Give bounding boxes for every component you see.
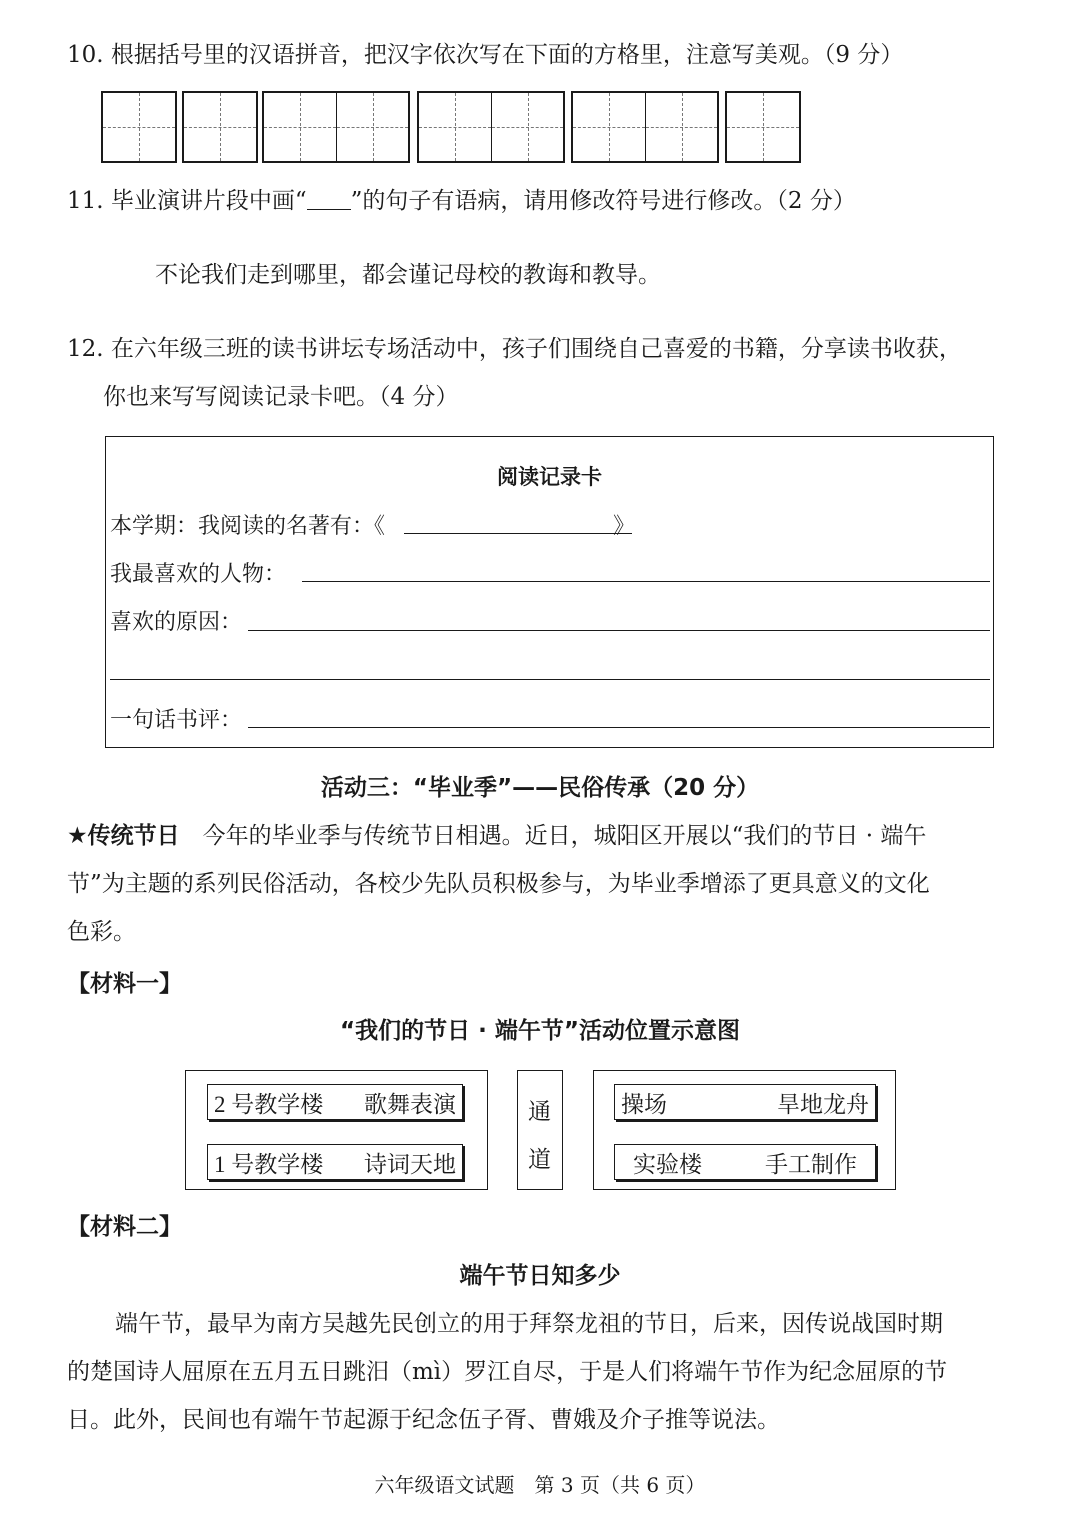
grid-cell[interactable] xyxy=(645,93,717,161)
grid-cell[interactable] xyxy=(727,93,799,161)
question-12-line1: 12. 在六年级三班的读书讲坛专场活动中，孩子们围绕自己喜爱的书籍，分享读书收获， xyxy=(67,336,962,362)
grid-cell[interactable] xyxy=(103,93,175,161)
underline-mark xyxy=(307,189,351,210)
diagram-right-block xyxy=(593,1070,896,1190)
grid-group-3[interactable] xyxy=(262,91,410,163)
card-title: 阅读记录卡 xyxy=(497,465,602,489)
building-2-label xyxy=(207,1084,463,1120)
activity-name: 诗词天地 xyxy=(364,1151,456,1177)
grid-cell[interactable] xyxy=(336,93,408,161)
question-11-suffix: ”的句子有语病，请用修改符号进行修改。（2 分） xyxy=(350,188,856,214)
tradition-line3: 色彩。 xyxy=(67,919,136,945)
material-1-label: 【材料一】 xyxy=(67,971,182,997)
card-row-books xyxy=(110,509,635,540)
diagram-left-block xyxy=(185,1070,488,1190)
building-name: 操场 xyxy=(621,1091,667,1117)
playground-label xyxy=(614,1084,876,1120)
grid-cell[interactable] xyxy=(184,93,256,161)
card-row-reason: 喜欢的原因： xyxy=(110,610,243,635)
passage-char-1: 通 xyxy=(528,1099,551,1124)
material-2-label: 【材料二】 xyxy=(67,1214,182,1240)
review-input-line[interactable] xyxy=(248,727,990,728)
diagram-title: “我们的节日 · 端午节”活动位置示意图 xyxy=(340,1018,740,1044)
books-input-line[interactable] xyxy=(404,533,632,534)
books-label: 本学期：我阅读的名著有：《 xyxy=(110,514,386,539)
question-12-line2: 你也来写写阅读记录卡吧。（4 分） xyxy=(103,384,459,410)
tradition-paragraph xyxy=(67,812,1017,956)
passage-char-2: 道 xyxy=(528,1147,551,1172)
material-2-paragraph xyxy=(67,1300,1017,1444)
character-input-line[interactable] xyxy=(302,581,990,582)
tradition-line2: 节”为主题的系列民俗活动，各校少先队员积极参与，为毕业季增添了更具意义的文化 xyxy=(67,871,930,897)
building-name: 2 号教学楼 xyxy=(214,1091,324,1117)
question-11 xyxy=(67,189,856,213)
lab-building-label xyxy=(614,1144,876,1180)
reading-record-card xyxy=(105,436,994,748)
books-close-bracket: 》 xyxy=(613,514,636,539)
grid-cell[interactable] xyxy=(491,93,563,161)
building-1-label xyxy=(207,1144,463,1180)
activity-name: 手工制作 xyxy=(765,1151,857,1177)
tradition-label: ★传统节日 xyxy=(67,823,180,849)
grid-group-1[interactable] xyxy=(101,91,177,163)
grid-group-6[interactable] xyxy=(725,91,801,163)
question-11-sentence[interactable]: 不论我们走到哪里，都会谨记母校的教诲和教导。 xyxy=(155,262,661,288)
building-name: 1 号教学楼 xyxy=(214,1151,324,1177)
activity-name: 旱地龙舟 xyxy=(777,1091,869,1117)
material-2-line3: 日。此外，民间也有端午节起源于纪念伍子胥、曹娥及介子推等说法。 xyxy=(67,1407,780,1433)
diagram-passage xyxy=(517,1070,563,1190)
grid-group-2[interactable] xyxy=(182,91,258,163)
activity-3-title: 活动三：“毕业季”——民俗传承（20 分） xyxy=(320,775,760,801)
page-footer: 六年级语文试题 第 3 页（共 6 页） xyxy=(374,1473,706,1497)
material-2-line2: 的楚国诗人屈原在五月五日跳汨（mì）罗江自尽，于是人们将端午节作为纪念屈原的节 xyxy=(67,1359,948,1385)
card-row-character: 我最喜欢的人物： xyxy=(110,562,287,587)
grid-cell[interactable] xyxy=(264,93,336,161)
grid-group-5[interactable] xyxy=(571,91,719,163)
card-row-review: 一句话书评： xyxy=(110,708,243,733)
grid-group-4[interactable] xyxy=(417,91,565,163)
grid-cell[interactable] xyxy=(573,93,645,161)
material-2-line1: 端午节，最早为南方吴越先民创立的用于拜祭龙祖的节日，后来，因传说战国时期 xyxy=(115,1311,943,1337)
material-2-title: 端午节日知多少 xyxy=(459,1263,621,1289)
reason-input-line[interactable] xyxy=(248,630,990,631)
building-name: 实验楼 xyxy=(633,1151,702,1177)
question-10: 10. 根据括号里的汉语拼音，把汉字依次写在下面的方格里，注意写美观。（9 分） xyxy=(67,42,904,68)
activity-name: 歌舞表演 xyxy=(364,1091,456,1117)
tradition-line1: 今年的毕业季与传统节日相遇。近日，城阳区开展以“我们的节日 · 端午 xyxy=(202,823,927,849)
question-11-prefix: 11. 毕业演讲片段中画“ xyxy=(67,188,307,214)
reason-input-line-2[interactable] xyxy=(110,679,990,680)
grid-cell[interactable] xyxy=(419,93,491,161)
